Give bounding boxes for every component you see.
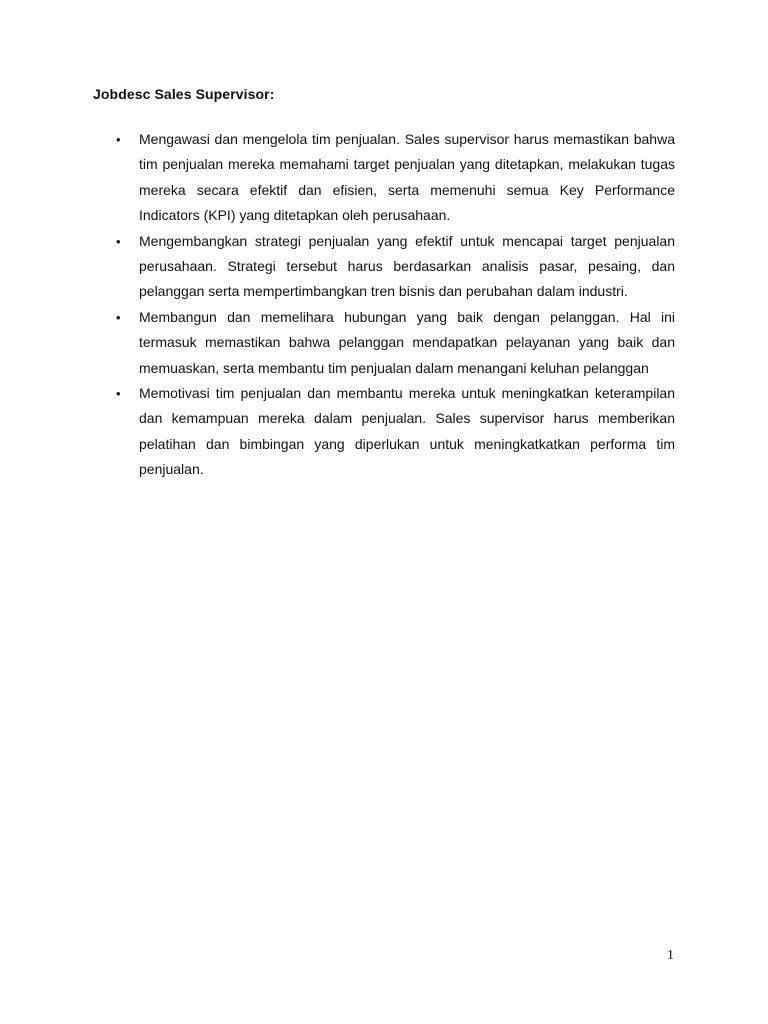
list-item-text: Mengawasi dan mengelola tim penjualan. Sales supervisor harus memastikan bahwa tim penjualan mereka memahami target penjualan yang ditetapkan, melakukan tugas mereka secara efektif dan efisien, serta memenuhi semua Key Performance Indicators (KPI) yang ditetapkan oleh perusahaan. [139, 131, 675, 224]
page-number: 1 [667, 948, 674, 963]
bullet-icon: • [116, 309, 121, 325]
list-item-text: Membangun dan memelihara hubungan yang baik dengan pelanggan. Hal ini termasuk memastikan bahwa pelanggan mendapatkan pelayanan yang baik dan memuaskan, serta membantu tim penjualan dalam menangani keluhan pelanggan [139, 308, 675, 376]
list-item [114, 305, 675, 381]
list-item-text: Memotivasi tim penjualan dan membantu mereka untuk meningkatkan keterampilan dan kemampuan mereka dalam penjualan. Sales supervisor harus memberikan pelatihan dan bimbingan yang diperlukan untuk meningkatkatkan performa tim penjualan. [139, 385, 675, 478]
bullet-icon: • [116, 386, 121, 402]
bullet-icon: • [116, 132, 121, 147]
bullet-icon: • [116, 233, 121, 249]
list-item-text: Mengembangkan strategi penjualan yang efektif untuk mencapai target penjualan perusahaan. Strategi tersebut harus berdasarkan analisis pasar, pesaing, dan pelanggan serta mempertimbangkan tren bisnis dan perubahan dalam industri. [139, 232, 675, 300]
document-title: Jobdesc Sales Supervisor: [93, 86, 275, 102]
list-item [114, 127, 675, 229]
list-item [114, 381, 675, 483]
bullet-list [114, 127, 675, 483]
list-item [114, 229, 675, 305]
